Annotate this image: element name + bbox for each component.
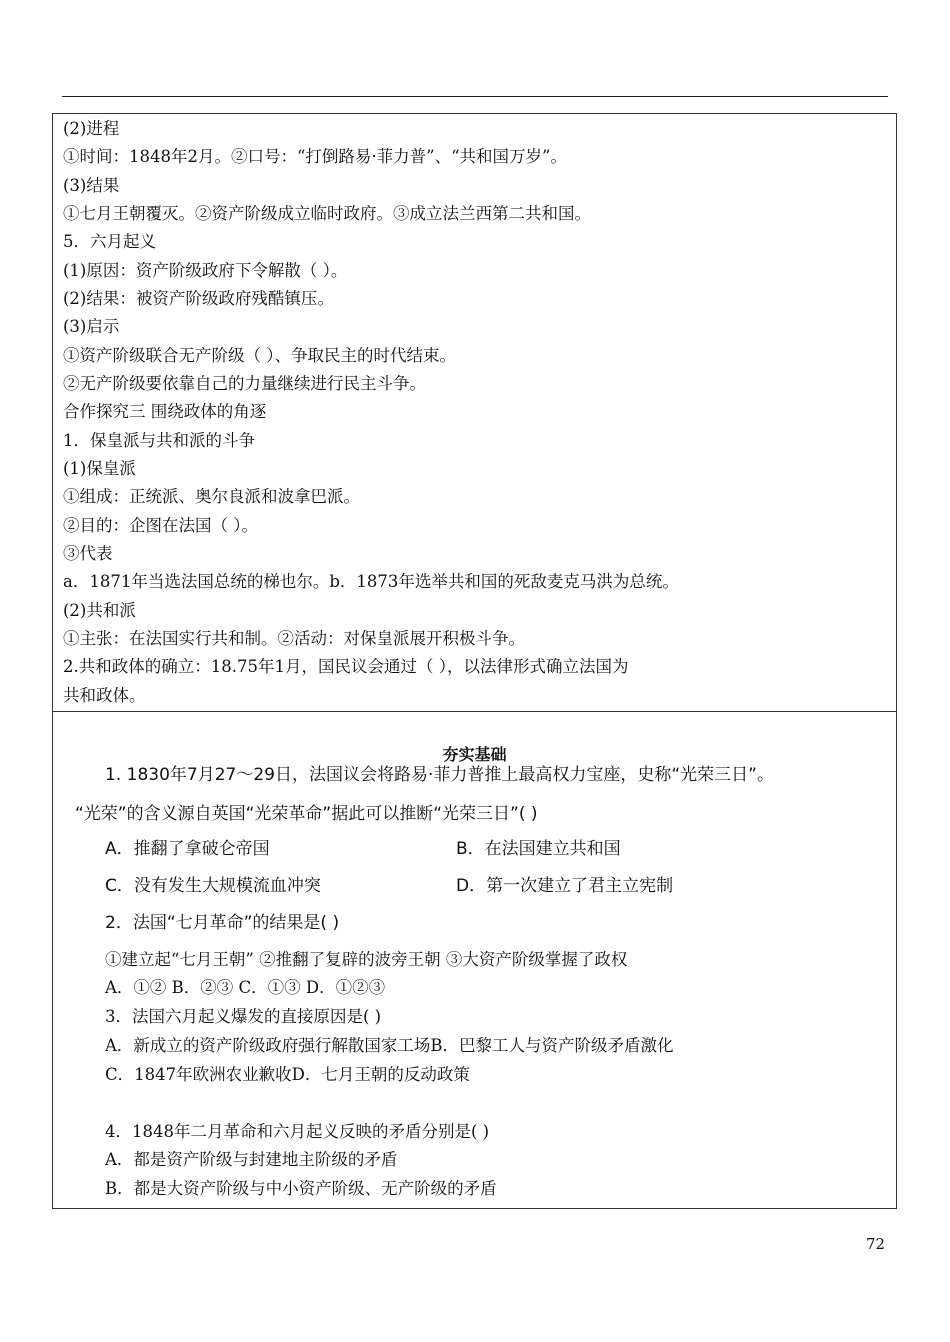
question-1-option-d: D．第一次建立了君主立宪制 — [456, 876, 674, 896]
text-line: ①资产阶级联合无产阶级（ ）、争取民主的时代结束。 — [63, 346, 456, 365]
text-line: 1．保皇派与共和派的斗争 — [63, 431, 255, 450]
text-line: ②无产阶级要依靠自己的力量继续进行民主斗争。 — [63, 374, 426, 393]
text-line: (3)结果 — [63, 176, 120, 195]
text-line: 2.共和政体的确立：18.75年1月，国民议会通过（ ），以法律形式确立法国为 — [63, 657, 629, 676]
question-3-options-ab: A．新成立的资产阶级政府强行解散国家工场B．巴黎工人与资产阶级矛盾激化 — [105, 1036, 674, 1055]
text-line: (2)结果：被资产阶级政府残酷镇压。 — [63, 289, 334, 308]
text-line: ②目的：企图在法国（ ）。 — [63, 516, 258, 535]
exercise-box — [52, 711, 897, 1209]
question-4-option-a: A．都是资产阶级与封建地主阶级的矛盾 — [105, 1150, 398, 1169]
question-1-option-a: A．推翻了拿破仑帝国 — [105, 839, 270, 859]
question-1-option-b: B．在法国建立共和国 — [456, 839, 621, 859]
question-3-stem: 3．法国六月起义爆发的直接原因是( ) — [105, 1007, 382, 1026]
question-3-options-cd: C．1847年欧洲农业歉收D．七月王朝的反动政策 — [105, 1065, 470, 1084]
text-line: ①主张：在法国实行共和制。②活动：对保皇派展开积极斗争。 — [63, 629, 525, 648]
header-rule — [62, 96, 888, 97]
text-line: 5．六月起义 — [63, 232, 156, 251]
section-title: 夯实基础 — [442, 745, 507, 764]
text-line: (2)进程 — [63, 119, 120, 138]
text-line: ①组成：正统派、奥尔良派和波拿巴派。 — [63, 487, 360, 506]
text-line: 共和政体。 — [63, 686, 146, 705]
text-line: (3)启示 — [63, 317, 120, 336]
question-2-items: ①建立起“七月王朝” ②推翻了复辟的波旁王朝 ③大资产阶级掌握了政权 — [105, 950, 628, 969]
text-line: ③代表 — [63, 544, 113, 563]
page-number: 72 — [866, 1235, 886, 1253]
question-1-option-c: C．没有发生大规模流血冲突 — [105, 876, 321, 896]
question-2-options: A．①② B．②③ C．①③ D．①②③ — [105, 978, 386, 997]
text-line: (1)保皇派 — [63, 459, 136, 478]
question-2-stem: 2．法国“七月革命”的结果是( ) — [105, 913, 340, 933]
text-line: ①七月王朝覆灭。②资产阶级成立临时政府。③成立法兰西第二共和国。 — [63, 204, 591, 223]
text-line: (2)共和派 — [63, 601, 136, 620]
question-1-stem-cont: “光荣”的含义源自英国“光荣革命”据此可以推断“光荣三日”( ) — [75, 804, 538, 824]
question-4-stem: 4．1848年二月革命和六月起义反映的矛盾分别是( ) — [105, 1122, 490, 1141]
question-1-stem: 1. 1830年7月27～29日，法国议会将路易·菲力普推上最高权力宝座，史称“光荣三日”。 — [105, 765, 774, 785]
question-4-option-b: B．都是大资产阶级与中小资产阶级、无产阶级的矛盾 — [105, 1179, 497, 1198]
text-line: a．1871年当选法国总统的梯也尔。b．1873年选举共和国的死敌麦克马洪为总统。 — [63, 572, 679, 591]
notes-box — [52, 113, 897, 712]
text-line: (1)原因：资产阶级政府下令解散（ ）。 — [63, 261, 348, 280]
text-line: 合作探究三 围绕政体的角逐 — [63, 402, 267, 421]
text-line: ①时间：1848年2月。②口号：“打倒路易·菲力普”、“共和国万岁”。 — [63, 147, 567, 166]
